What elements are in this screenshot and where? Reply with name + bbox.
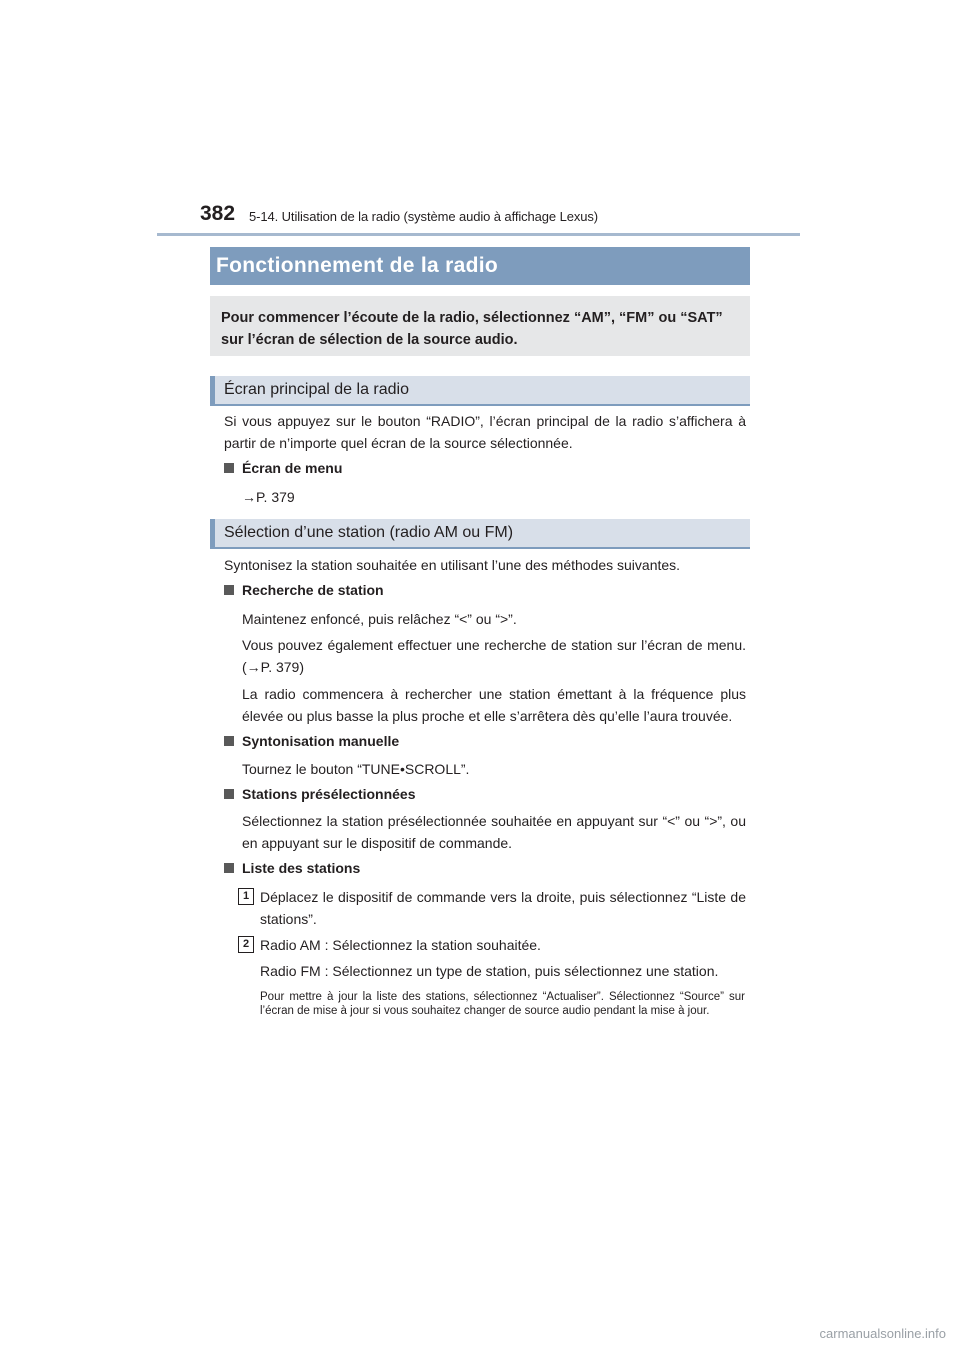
- step-2-text-am: Radio AM : Sélectionnez la station souhaitée.: [260, 937, 541, 953]
- page-reference: →P. 379: [242, 489, 295, 505]
- section2-paragraph: Syntonisez la station souhaitée en utilisant l’une des méthodes suivantes.: [224, 557, 681, 573]
- header-rule: [157, 233, 800, 236]
- square-bullet-icon: [224, 463, 234, 473]
- text-line: Vous pouvez également effectuer une recherche de station sur l’écran de menu. (→P. 379): [242, 637, 746, 675]
- square-bullet-icon: [224, 736, 234, 746]
- section-title-main-screen: Écran principal de la radio: [224, 381, 409, 398]
- watermark: [0, 1326, 960, 1341]
- footnote: Pour mettre à jour la liste des stations, sélectionnez “Actualiser”. Sélectionnez “Source” sur l’écran de mise à jour si vous souhaitez changer de source audio pendant la mise à jour.: [260, 991, 745, 1017]
- text-line: Sélectionnez la station présélectionnée souhaitée en appuyant sur “<” ou “>”, ou en appuyant sur le dispositif de commande.: [242, 813, 746, 851]
- square-bullet-icon: [224, 585, 234, 595]
- square-bullet-icon: [224, 863, 234, 873]
- bullet-title: Syntonisation manuelle: [242, 733, 400, 749]
- page-number: 382: [200, 202, 236, 225]
- page-title: Fonctionnement de la radio: [216, 254, 498, 277]
- bullet-title: Stations présélectionnées: [242, 786, 416, 802]
- intro-text: Pour commencer l’écoute de la radio, sélectionnez “AM”, “FM” ou “SAT” sur l’écran de sélection de la source audio.: [221, 310, 723, 348]
- square-bullet-icon: [224, 789, 234, 799]
- bullet-presets: [224, 786, 416, 802]
- text-line: Maintenez enfoncé, puis relâchez “<” ou “>”.: [242, 611, 517, 627]
- section1-paragraph: Si vous appuyez sur le bouton “RADIO”, l’écran principal de la radio s’affichera à partir de n’importe quel écran de la source sélectionnée.: [224, 413, 746, 451]
- bullet-title: Liste des stations: [242, 860, 361, 876]
- bullet-station-list: [224, 860, 360, 876]
- step-number-1: 1: [238, 888, 254, 905]
- running-header: 5-14. Utilisation de la radio (système audio à affichage Lexus): [249, 209, 598, 224]
- text-line: La radio commencera à rechercher une station émettant à la fréquence plus élevée ou plus basse la plus proche et elle s’arrêtera dès qu’elle l’aura trouvée.: [242, 686, 746, 724]
- watermark-text: carmanualsonline.info: [819, 1326, 946, 1341]
- step-number-2: 2: [238, 936, 254, 953]
- step-1-text: Déplacez le dispositif de commande vers la droite, puis sélectionnez “Liste de stations”.: [260, 889, 746, 927]
- bullet-title: Recherche de station: [242, 582, 384, 598]
- section-accent: [210, 519, 215, 549]
- section-title-station-select: Sélection d’une station (radio AM ou FM): [224, 524, 514, 541]
- step-2-text-fm: Radio FM : Sélectionnez un type de station, puis sélectionnez une station.: [260, 963, 719, 979]
- text-line: Tournez le bouton “TUNE•SCROLL”.: [242, 761, 470, 777]
- bullet-station-search: [224, 582, 384, 598]
- bullet-title: Écran de menu: [242, 460, 343, 476]
- bullet-manual-tuning: [224, 733, 399, 749]
- bullet-menu-screen: [224, 460, 342, 476]
- section-accent: [210, 376, 215, 406]
